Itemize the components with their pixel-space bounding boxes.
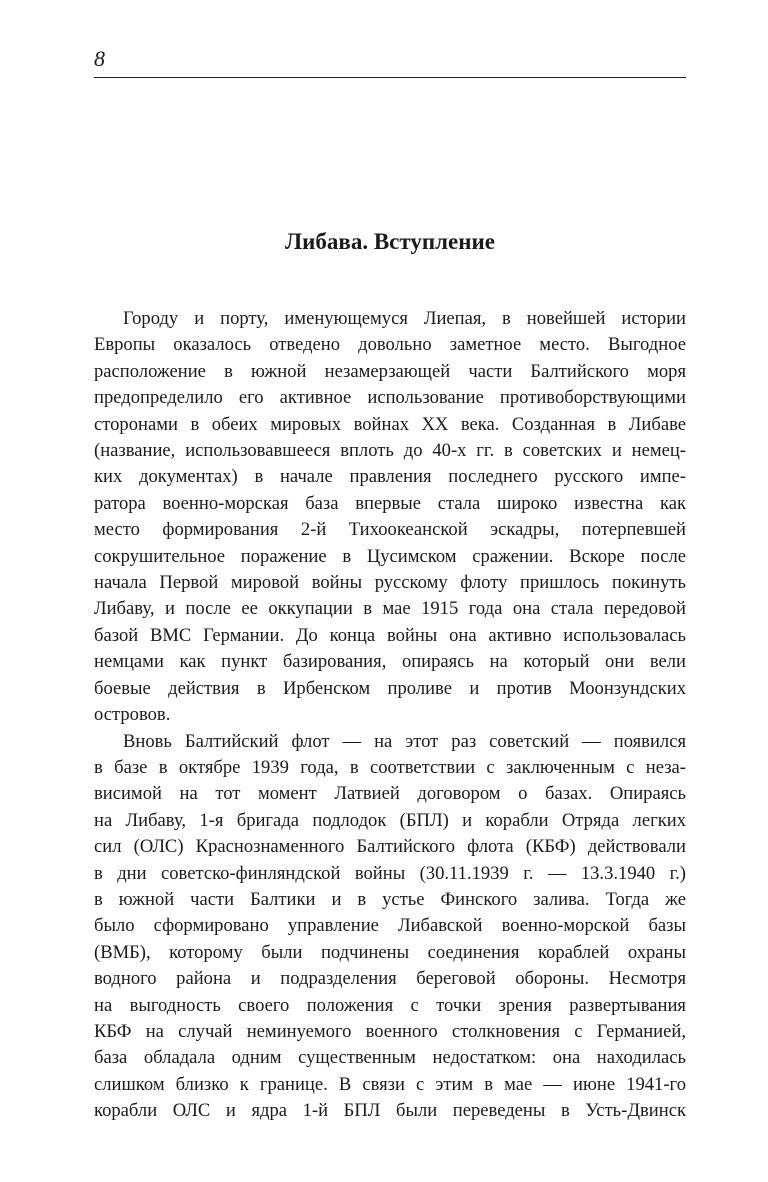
- text-line: Вновь Балтийский флот — на этот раз советский — появился: [123, 730, 686, 752]
- text-line: предопределило его активное использование противоборствующими: [94, 387, 686, 409]
- text-line: сокрушительное поражение в Цусимском сражении. Вскоре после: [94, 545, 686, 567]
- text-line: Европы оказалось отведено довольно заметное место. Выгодное: [94, 334, 686, 356]
- text-line: островов.: [94, 704, 171, 726]
- text-line: слишком близко к границе. В связи с этим в мае — июне 1941-го: [94, 1073, 686, 1095]
- body-text: [94, 306, 686, 1125]
- text-line: в южной части Балтики и в устье Финского залива. Тогда же: [94, 888, 686, 910]
- text-line: Либаву, и после ее оккупации в мае 1915 года она стала передовой: [94, 598, 686, 620]
- text-line: Городу и порту, именующемуся Лиепая, в новейшей истории: [123, 308, 686, 329]
- text-line: базой ВМС Германии. До конца войны она активно использовалась: [94, 624, 686, 646]
- text-line: в дни советско-финляндской войны (30.11.1939 г. — 13.3.1940 г.): [94, 862, 686, 884]
- text-line: место формирования 2-й Тихоокеанской эскадры, потерпевшей: [94, 519, 686, 541]
- text-line: на выгодность своего положения с точки зрения развертывания: [94, 994, 686, 1016]
- text-line: немцами как пункт базирования, опираясь на который они вели: [94, 651, 686, 673]
- paragraph-1: [94, 306, 686, 729]
- text-line: боевые действия в Ирбенском проливе и против Моонзундских: [94, 677, 686, 699]
- text-line: было сформировано управление Либавской военно-морской базы: [94, 915, 686, 937]
- text-line: (ВМБ), которому были подчинены соединения кораблей охраны: [94, 941, 686, 963]
- text-line: водного района и подразделения береговой обороны. Несмотря: [94, 968, 686, 990]
- header-rule: [94, 77, 686, 78]
- text-line: КБФ на случай неминуемого военного столкновения с Германией,: [94, 1020, 686, 1042]
- text-line: ратора военно-морская база впервые стала широко известна как: [94, 492, 686, 514]
- text-line: на Либаву, 1-я бригада подлодок (БПЛ) и корабли Отряда легких: [94, 809, 686, 831]
- page-number: 8: [94, 46, 105, 71]
- text-line: сторонами в обеих мировых войнах XX века. Созданная в Либаве: [94, 413, 686, 435]
- text-line: в базе в октябре 1939 года, в соответствии с заключенным с неза-: [94, 756, 686, 778]
- chapter-title: Либава. Вступление: [285, 229, 495, 254]
- text-line: расположение в южной незамерзающей части Балтийского моря: [94, 360, 686, 382]
- text-line: (название, использовавшееся вплоть до 40-х гг. в советских и немец-: [94, 440, 686, 462]
- text-line: корабли ОЛС и ядра 1-й БПЛ были переведены в Усть-Двинск: [94, 1100, 686, 1122]
- paragraph-2: [94, 729, 686, 1125]
- text-line: сил (ОЛС) Краснознаменного Балтийского флота (КБФ) действовали: [94, 836, 686, 858]
- text-line: база обладала одним существенным недостатком: она находилась: [94, 1047, 686, 1069]
- text-line: начала Первой мировой войны русскому флоту пришлось покинуть: [94, 572, 686, 594]
- text-line: висимой на тот момент Латвией договором о базах. Опираясь: [94, 783, 686, 805]
- text-line: ких документах) в начале правления последнего русского импе-: [94, 466, 686, 488]
